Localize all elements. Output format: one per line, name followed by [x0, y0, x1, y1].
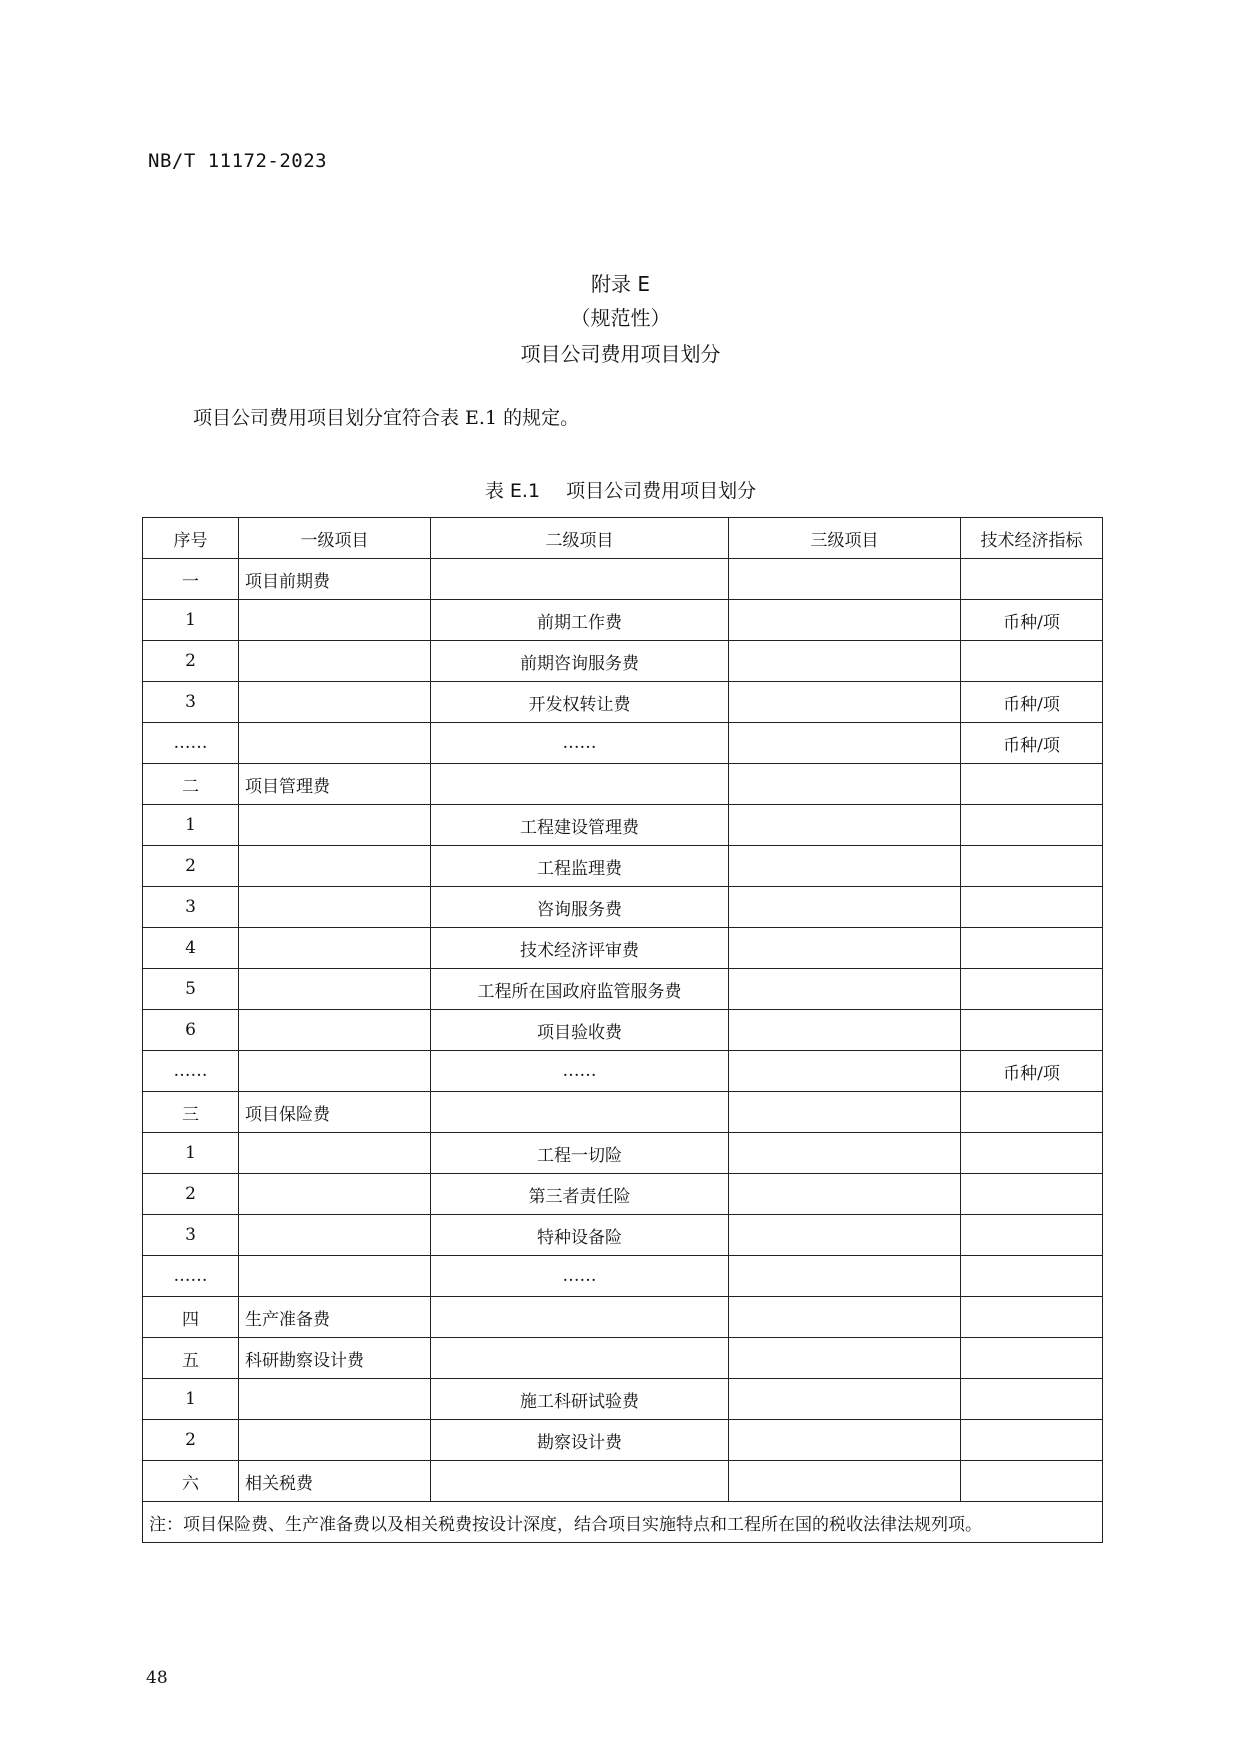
table-caption [0, 476, 1241, 503]
table-row [143, 1379, 1103, 1420]
cell-level3 [729, 1051, 961, 1092]
cell-no: 二 [143, 764, 239, 805]
table-row [143, 887, 1103, 928]
cell-level2: 前期咨询服务费 [431, 641, 729, 682]
cell-level3 [729, 764, 961, 805]
cell-indicator [961, 1010, 1103, 1051]
cell-level2: 工程一切险 [431, 1133, 729, 1174]
cell-indicator [961, 1215, 1103, 1256]
cell-indicator [961, 1174, 1103, 1215]
cell-no: 4 [143, 928, 239, 969]
cell-indicator [961, 764, 1103, 805]
table-row [143, 764, 1103, 805]
cell-level1: 相关税费 [239, 1461, 431, 1502]
cell-indicator [961, 1297, 1103, 1338]
cell-level3 [729, 1215, 961, 1256]
cell-indicator [961, 1379, 1103, 1420]
table-header-row [143, 518, 1103, 559]
table-row [143, 846, 1103, 887]
cell-level2 [431, 764, 729, 805]
table-row [143, 600, 1103, 641]
table-row [143, 1010, 1103, 1051]
cell-no: …… [143, 1051, 239, 1092]
cell-no: 2 [143, 1420, 239, 1461]
cell-indicator [961, 1092, 1103, 1133]
cell-no: 1 [143, 600, 239, 641]
table-row [143, 805, 1103, 846]
cell-indicator [961, 559, 1103, 600]
cell-level3 [729, 928, 961, 969]
cell-level3 [729, 1256, 961, 1297]
cell-indicator [961, 846, 1103, 887]
header-level3: 三级项目 [729, 518, 961, 559]
cell-level1: 项目保险费 [239, 1092, 431, 1133]
cell-level2: 工程建设管理费 [431, 805, 729, 846]
cell-level1 [239, 1010, 431, 1051]
cell-indicator [961, 887, 1103, 928]
table-row [143, 1256, 1103, 1297]
cell-level3 [729, 723, 961, 764]
cell-level2: 工程所在国政府监管服务费 [431, 969, 729, 1010]
cell-no: 四 [143, 1297, 239, 1338]
cell-level1: 项目管理费 [239, 764, 431, 805]
cell-level1: 生产准备费 [239, 1297, 431, 1338]
cell-indicator: 币种/项 [961, 682, 1103, 723]
cell-level3 [729, 682, 961, 723]
cell-indicator [961, 1256, 1103, 1297]
table-row [143, 1338, 1103, 1379]
cell-level1 [239, 887, 431, 928]
cost-item-table [142, 517, 1103, 1543]
header-no: 序号 [143, 518, 239, 559]
cell-no: 2 [143, 846, 239, 887]
cell-level3 [729, 1461, 961, 1502]
cell-level1 [239, 682, 431, 723]
cell-no: 一 [143, 559, 239, 600]
cell-level2: …… [431, 723, 729, 764]
cell-level2: 项目验收费 [431, 1010, 729, 1051]
cell-level2: 咨询服务费 [431, 887, 729, 928]
cell-level1: 科研勘察设计费 [239, 1338, 431, 1379]
table-row [143, 1420, 1103, 1461]
cell-no: 3 [143, 1215, 239, 1256]
cell-indicator: 币种/项 [961, 600, 1103, 641]
appendix-normative: （规范性） [570, 306, 671, 330]
cell-level3 [729, 1297, 961, 1338]
cell-level1 [239, 928, 431, 969]
cell-no: 6 [143, 1010, 239, 1051]
cell-level1 [239, 600, 431, 641]
cell-no: 五 [143, 1338, 239, 1379]
cell-level3 [729, 1010, 961, 1051]
cell-level3 [729, 887, 961, 928]
table-row [143, 641, 1103, 682]
cell-no: 1 [143, 805, 239, 846]
header-indicator: 技术经济指标 [961, 518, 1103, 559]
table-caption-number: 表 E.1 [484, 480, 541, 502]
cell-level3 [729, 1092, 961, 1133]
table-row [143, 559, 1103, 600]
cell-indicator: 币种/项 [961, 1051, 1103, 1092]
cell-level3 [729, 969, 961, 1010]
cell-level3 [729, 1420, 961, 1461]
cell-level1 [239, 969, 431, 1010]
table-row [143, 1092, 1103, 1133]
table-row [143, 1297, 1103, 1338]
table-note-row [143, 1502, 1103, 1543]
cell-level1 [239, 1215, 431, 1256]
cell-level1 [239, 723, 431, 764]
cell-level1 [239, 1256, 431, 1297]
cell-level1: 项目前期费 [239, 559, 431, 600]
standard-code: NB/T 11172-2023 [148, 150, 328, 172]
cell-level2: 第三者责任险 [431, 1174, 729, 1215]
appendix-title: 项目公司费用项目划分 [520, 342, 721, 366]
cell-level3 [729, 805, 961, 846]
cell-level2 [431, 559, 729, 600]
cell-level3 [729, 1174, 961, 1215]
header-level2: 二级项目 [431, 518, 729, 559]
cell-no: 2 [143, 641, 239, 682]
table-row [143, 1174, 1103, 1215]
cell-level3 [729, 600, 961, 641]
table-row [143, 1215, 1103, 1256]
table-row [143, 1133, 1103, 1174]
cell-level3 [729, 1338, 961, 1379]
appendix-label: 附录 E [591, 272, 650, 296]
cell-level2 [431, 1092, 729, 1133]
cell-level2: 特种设备险 [431, 1215, 729, 1256]
cell-level2: 前期工作费 [431, 600, 729, 641]
cell-level1 [239, 1174, 431, 1215]
cell-level1 [239, 846, 431, 887]
cell-level2 [431, 1297, 729, 1338]
cell-indicator [961, 928, 1103, 969]
table-row [143, 1051, 1103, 1092]
cell-indicator [961, 1338, 1103, 1379]
cell-no: 3 [143, 682, 239, 723]
table-row [143, 969, 1103, 1010]
table-row [143, 682, 1103, 723]
cell-indicator [961, 805, 1103, 846]
page-number: 48 [146, 1668, 168, 1688]
cell-level1 [239, 1133, 431, 1174]
header-level1: 一级项目 [239, 518, 431, 559]
table-row [143, 1461, 1103, 1502]
cell-level1 [239, 1420, 431, 1461]
cell-no: 1 [143, 1379, 239, 1420]
cell-level2: 施工科研试验费 [431, 1379, 729, 1420]
cell-no: …… [143, 1256, 239, 1297]
cell-level2: 技术经济评审费 [431, 928, 729, 969]
cell-indicator [961, 1420, 1103, 1461]
cell-no: 1 [143, 1133, 239, 1174]
cell-no: 2 [143, 1174, 239, 1215]
cell-level1 [239, 1051, 431, 1092]
table-body [143, 559, 1103, 1502]
cell-indicator: 币种/项 [961, 723, 1103, 764]
cell-no: 三 [143, 1092, 239, 1133]
cell-level2 [431, 1338, 729, 1379]
cell-level3 [729, 846, 961, 887]
cell-level1 [239, 805, 431, 846]
cell-level2 [431, 1461, 729, 1502]
table-caption-title: 项目公司费用项目划分 [566, 480, 757, 502]
table-row [143, 928, 1103, 969]
cell-indicator [961, 1133, 1103, 1174]
cell-level2: 工程监理费 [431, 846, 729, 887]
intro-paragraph: 项目公司费用项目划分宜符合表 E.1 的规定。 [193, 407, 580, 429]
cell-level1 [239, 641, 431, 682]
cell-no: 3 [143, 887, 239, 928]
cell-level2: 开发权转让费 [431, 682, 729, 723]
cell-no: …… [143, 723, 239, 764]
cell-level3 [729, 559, 961, 600]
cell-level3 [729, 1379, 961, 1420]
cell-indicator [961, 641, 1103, 682]
table-note: 注：项目保险费、生产准备费以及相关税费按设计深度，结合项目实施特点和工程所在国的税收法律法规列项。 [143, 1502, 1103, 1543]
cell-indicator [961, 969, 1103, 1010]
cell-indicator [961, 1461, 1103, 1502]
table-row [143, 723, 1103, 764]
cell-level2: 勘察设计费 [431, 1420, 729, 1461]
cell-no: 5 [143, 969, 239, 1010]
cell-level3 [729, 1133, 961, 1174]
cell-level3 [729, 641, 961, 682]
cell-no: 六 [143, 1461, 239, 1502]
cell-level2: …… [431, 1051, 729, 1092]
cell-level2: …… [431, 1256, 729, 1297]
cell-level1 [239, 1379, 431, 1420]
